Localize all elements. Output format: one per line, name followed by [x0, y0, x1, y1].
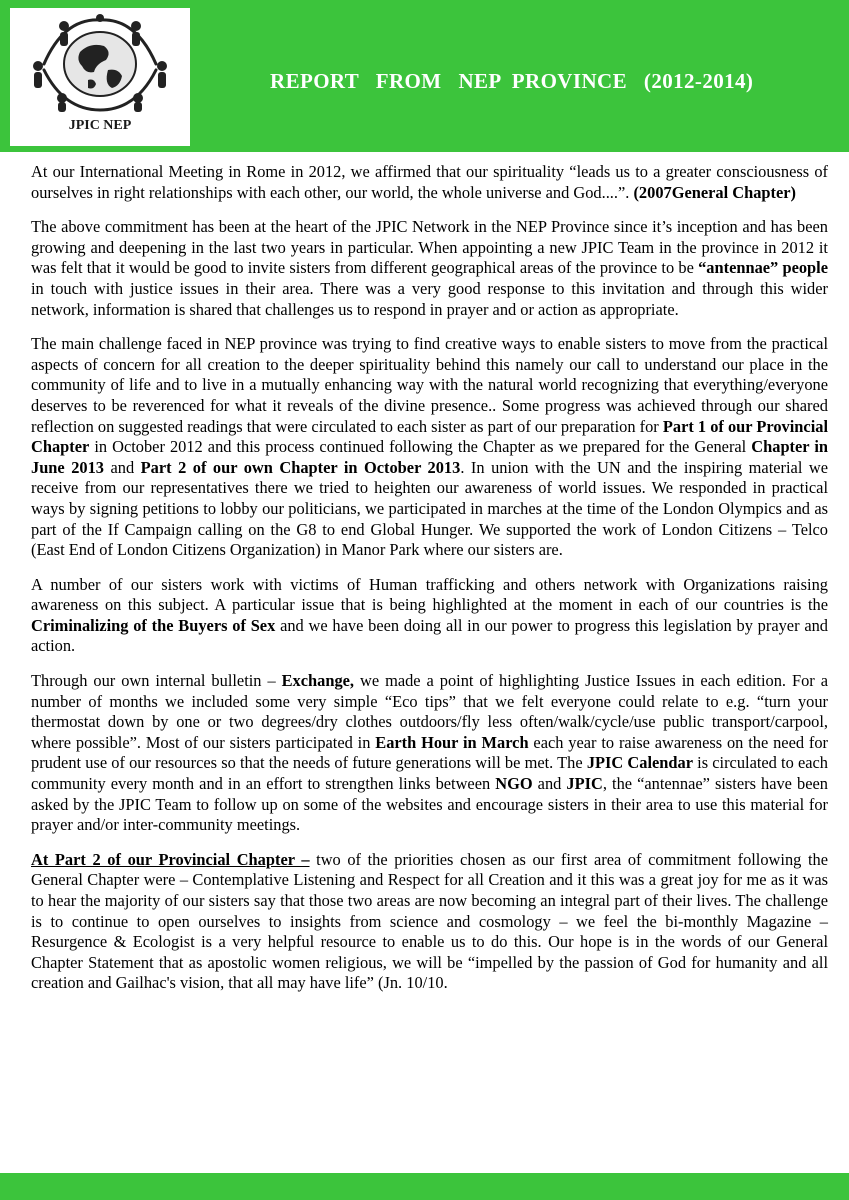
- bold-text: JPIC Calendar: [586, 753, 693, 773]
- bold-text: NGO: [495, 774, 533, 794]
- paragraph: [31, 334, 828, 561]
- text-run: and: [532, 774, 567, 794]
- paragraph: [31, 575, 828, 657]
- bold-text: Earth Hour in March: [375, 732, 529, 752]
- paragraph: [31, 671, 828, 836]
- bold-text: Exchange,: [281, 671, 355, 691]
- text-run: in touch with justice issues in their area. There was a very good response to this invitation and through this wider network, information is shared that challenges us to respond in prayer and or action as appropriate.: [31, 278, 828, 319]
- text-run: A number of our sisters work with victims of Human trafficking and others network with Organizations raising awareness on this subject. A particular issue that is being highlighted at the moment in each of our countries is the: [31, 574, 828, 615]
- text-run: two of the priorities chosen as our first area of commitment following the General Chapter were – Contemplative Listening and Respect for all Creation and it this was a great joy for me as it was to hear the majority of our sisters say that those two areas are now becoming an integral part of their lives. The challenge is to continue to open ourselves to insights from science and cosmology – we feel the bi-monthly Magazine – Resurgence & Ecologist is a very helpful resource to enable us to do this. Our hope is in the words of our General Chapter Statement that as apostolic women religious, we will be “impelled by the passion of God for humanity and all creation and Gailhac's vision, that all may have life” (Jn. 10/10.: [31, 849, 828, 993]
- text-run: each year to raise awareness on the need for prudent use of our resources so that the needs of future generations will be met. The: [31, 732, 829, 773]
- paragraph: [31, 217, 828, 320]
- text-run: and: [103, 457, 141, 477]
- bold-text: At Part 2 of our Provincial Chapter –: [31, 849, 310, 869]
- header-banner: [0, 0, 849, 152]
- text-run: we made a point of highlighting Justice Issues in each edition. For a number of months we included some very simple “Eco tips” that we felt everyone could relate to e.g. “turn your thermostat down by one or two degrees/dry clothes outdoors/fly less often/walk/cycle/use public transport/carpool, where possible”. Most of our sisters participated in: [31, 671, 828, 752]
- text-run: At our International Meeting in Rome in 2012, we affirmed that our spirituality “leads us to a greater consciousness of ourselves in right relationships with each other, our world, the whole universe and God....”.: [31, 162, 828, 202]
- paragraph: [31, 162, 828, 203]
- bold-text: Chapter in June 2013: [31, 437, 828, 477]
- globe-people-icon: [24, 14, 176, 114]
- text-run: Through our own internal bulletin –: [31, 671, 282, 691]
- report-body: [31, 162, 828, 1008]
- bold-text: Part 1 of our Provincial Chapter: [31, 416, 828, 457]
- bold-text: (2007General Chapter): [633, 182, 796, 202]
- page-title: REPORT FROM NEP PROVINCE (2012-2014): [270, 69, 754, 93]
- bold-text: “antennae” people: [698, 258, 829, 278]
- logo-text: JPIC NEP: [68, 118, 132, 133]
- bold-text: JPIC: [566, 774, 603, 794]
- jpic-logo: [10, 8, 190, 146]
- bold-text: Part 2 of our own Chapter in October 2013: [140, 457, 461, 477]
- text-run: in October 2012 and this process continued following the Chapter as we prepared for the General: [89, 437, 752, 457]
- text-run: . In union with the UN and the inspiring material we receive from our representatives there we tried to heighten our awareness of world issues. We responded in practical ways by signing petitions to lobby our politicians, we participated in marches at the time of the London Olympics and as part of the If Campaign calling on the G8 to end Global Hunger. We supported the work of London Citizens – Telco (East End of London Citizens Organization) in Manor Park where our sisters are.: [31, 457, 828, 560]
- text-run: and we have been doing all in our power to progress this legislation by prayer and action.: [31, 615, 828, 656]
- bold-text: Criminalizing of the Buyers of Sex: [31, 615, 276, 635]
- text-run: The above commitment has been at the heart of the JPIC Network in the NEP Province since it’s inception and has been growing and deepening in the last two years in particular. When appointing a new JPIC Team in the province in 2012 it was felt that it would be good to invite sisters from different geographical areas of the province to be: [31, 217, 828, 278]
- text-run: The main challenge faced in NEP province was trying to find creative ways to enable sisters to move from the practical aspects of concern for all creation to the deeper spirituality behind this namely our call to understand our place in the community of life and to live in a mutually enhancing way with the natural world recognizing that everything/everyone deserves to be reverenced for what it reveals of the divine presence.. Some progress was achieved through our shared reflection on suggested readings that were circulated to each sister as part of our preparation for: [31, 334, 828, 436]
- footer-bar: [0, 1173, 849, 1200]
- text-run: is circulated to each community every month and in an effort to strengthen links between: [31, 753, 829, 794]
- text-run: , the “antennae” sisters have been asked by the JPIC Team to follow up on some of the websites and encourage sisters in their area to use this material for prayer and/or inter-community meetings.: [31, 774, 828, 835]
- paragraph: [31, 850, 828, 994]
